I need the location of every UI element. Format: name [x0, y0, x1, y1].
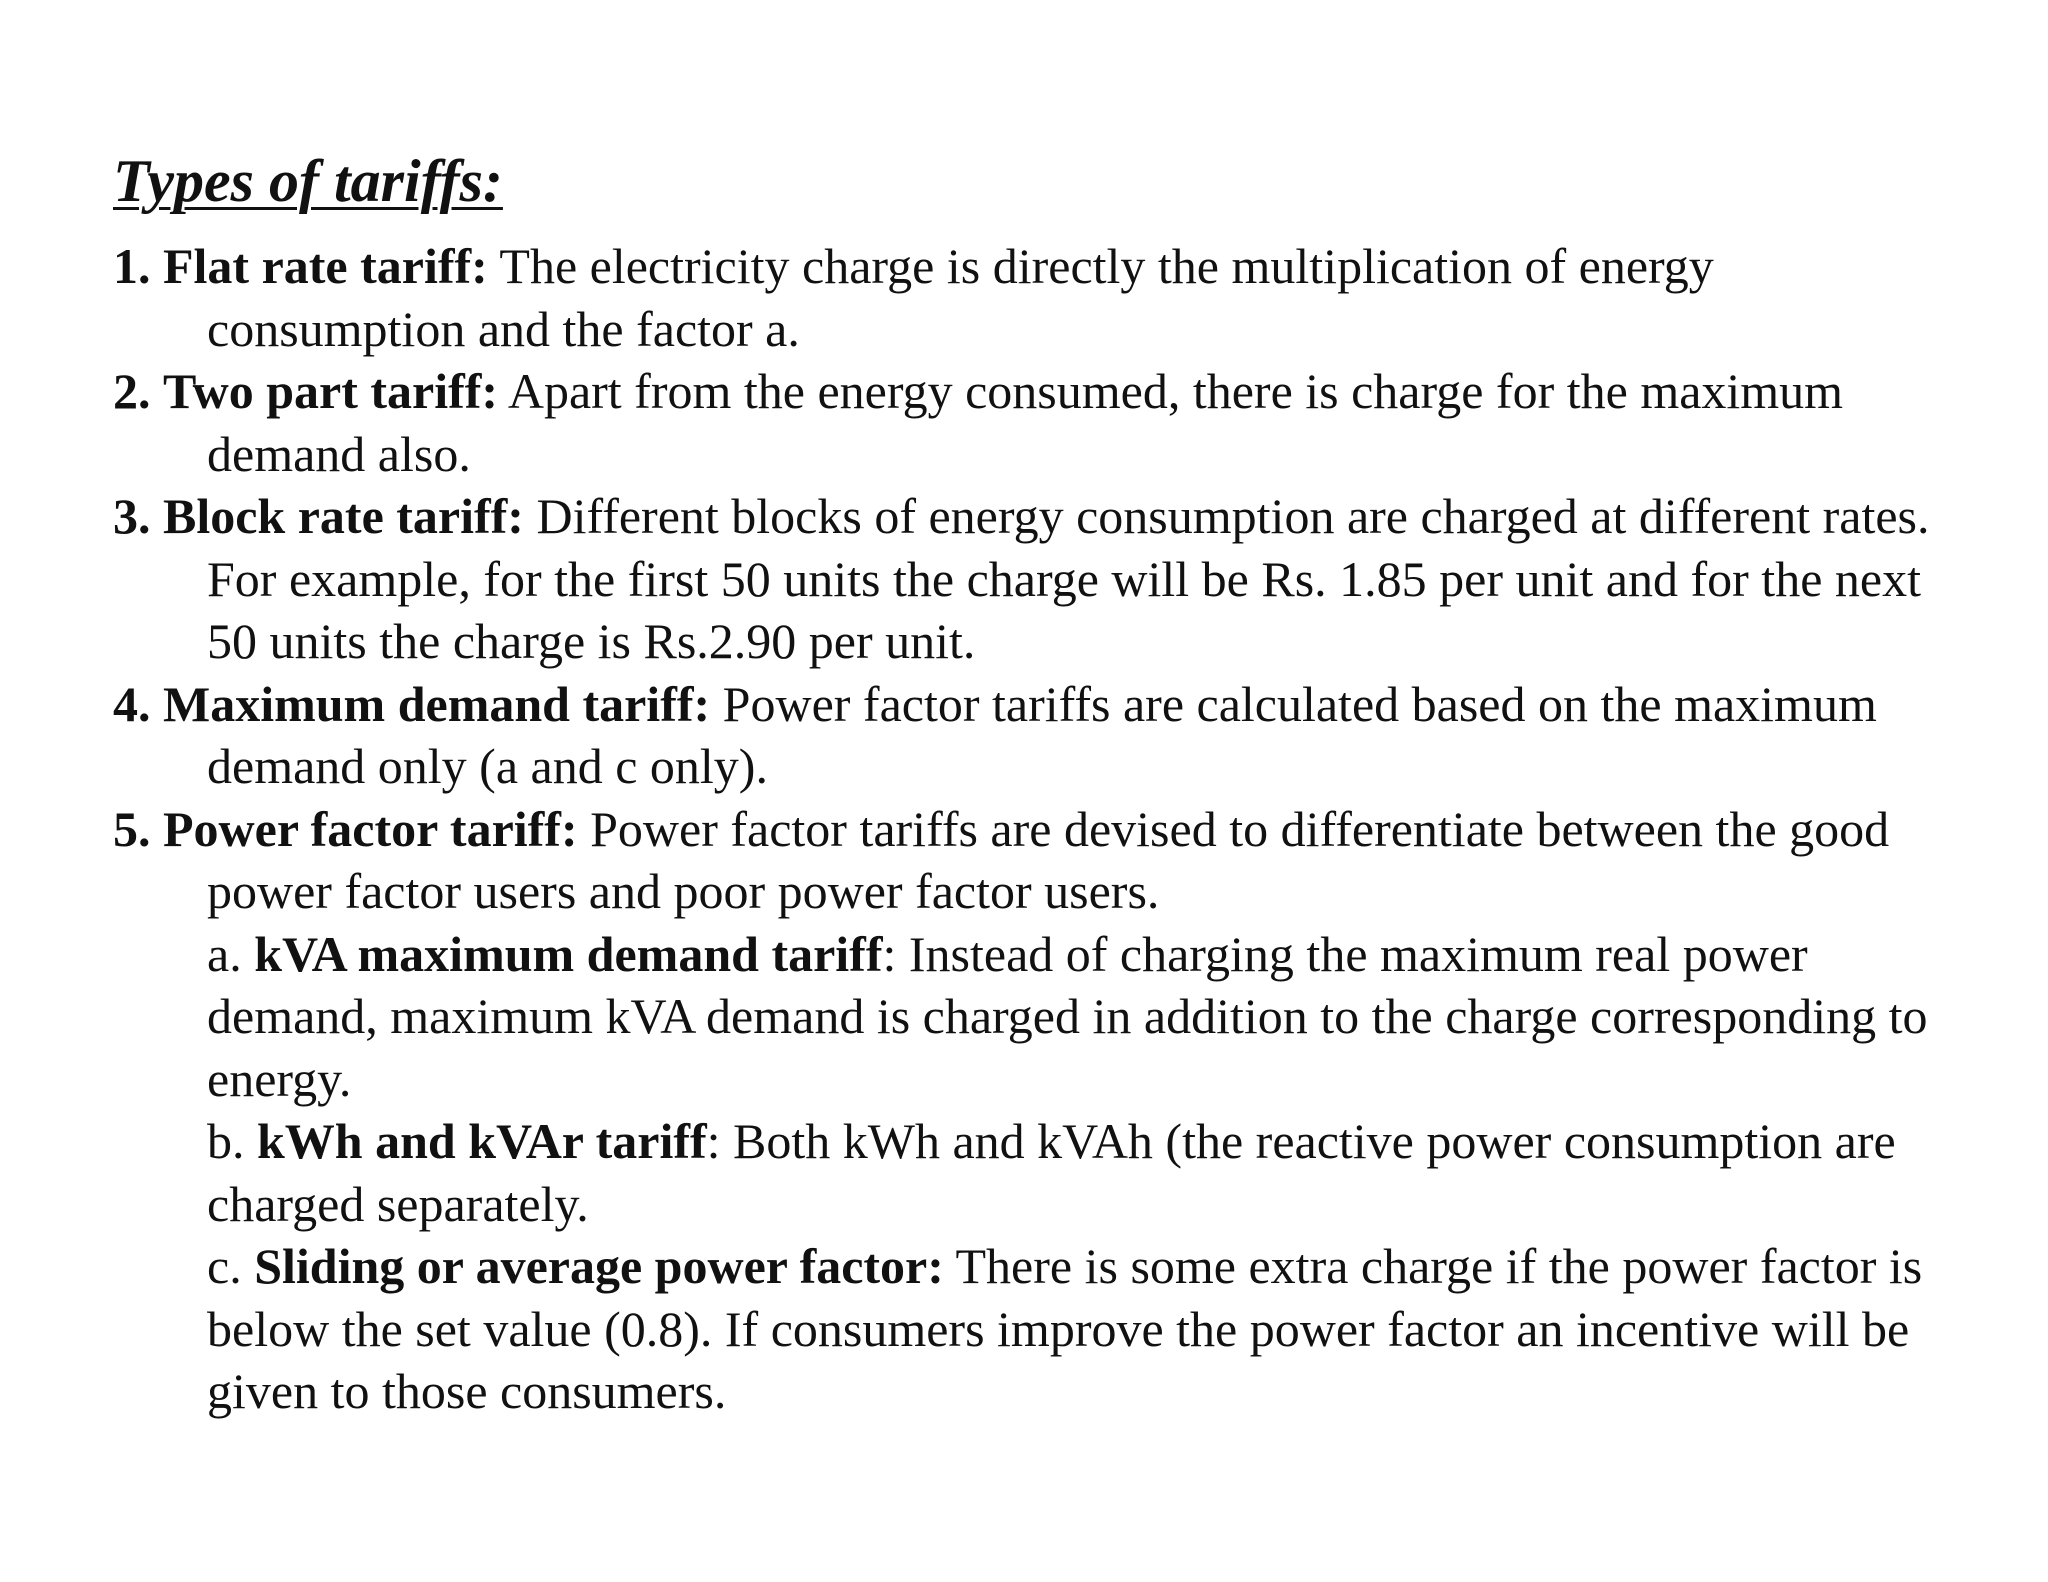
subitem-heading: kVA maximum demand tariff	[254, 925, 883, 982]
item-heading: Block rate tariff:	[163, 488, 524, 544]
tariff-list	[113, 235, 1973, 1423]
item-heading: Maximum demand tariff:	[163, 675, 711, 732]
list-item-block-rate	[113, 485, 1973, 673]
subitem-letter: b.	[207, 1113, 245, 1169]
item-text: Power factor tariffs are devised to differentiate between the good power factor users and poor power factor users.	[207, 800, 1890, 919]
list-item-two-part	[113, 360, 1973, 485]
subitem-letter: c.	[207, 1238, 242, 1294]
subitem-heading: kWh and kVAr tariff	[257, 1113, 707, 1169]
item-text: Different blocks of energy consumption are charged at different rates. For example, for the first 50 units the charge will be Rs. 1.85 per unit and for the next 50 units the charge is Rs.2.90 per unit.	[207, 488, 1930, 669]
subitem-kva-maximum-demand	[113, 923, 1973, 1111]
subitem-kwh-kvar	[113, 1110, 1973, 1235]
page-title: Types of tariffs:	[113, 148, 503, 214]
item-number: 2.	[113, 363, 151, 419]
subitem-text: : Instead of charging the maximum real power demand, maximum kVA demand is charged in addition to the charge corresponding to energy.	[207, 925, 1928, 1107]
subitem-sliding-average	[113, 1235, 1973, 1423]
subitem-text: : Both kWh and kVAh (the reactive power consumption are charged separately.	[207, 1113, 1896, 1232]
subitem-heading: Sliding or average power factor:	[254, 1238, 944, 1294]
item-text: Power factor tariffs are calculated based on the maximum demand only (a and c only).	[207, 675, 1877, 794]
subitem-text: There is some extra charge if the power factor is below the set value (0.8). If consumers improve the power factor an incentive will be given to those consumers.	[207, 1238, 1923, 1419]
item-heading: Two part tariff:	[163, 363, 499, 419]
item-number: 4.	[113, 675, 151, 732]
item-number: 5.	[113, 800, 151, 857]
item-number: 3.	[113, 488, 151, 544]
list-item-maximum-demand	[113, 673, 1973, 798]
item-heading: Flat rate tariff:	[163, 238, 488, 294]
item-text: The electricity charge is directly the multiplication of energy consumption and the factor a.	[207, 238, 1714, 357]
item-heading: Power factor tariff:	[163, 800, 578, 857]
subitem-letter: a.	[207, 925, 242, 982]
item-number: 1.	[113, 238, 151, 294]
list-item-flat-rate	[113, 235, 1973, 360]
item-text: Apart from the energy consumed, there is charge for the maximum demand also.	[207, 363, 1844, 482]
list-item-power-factor	[113, 798, 1973, 923]
